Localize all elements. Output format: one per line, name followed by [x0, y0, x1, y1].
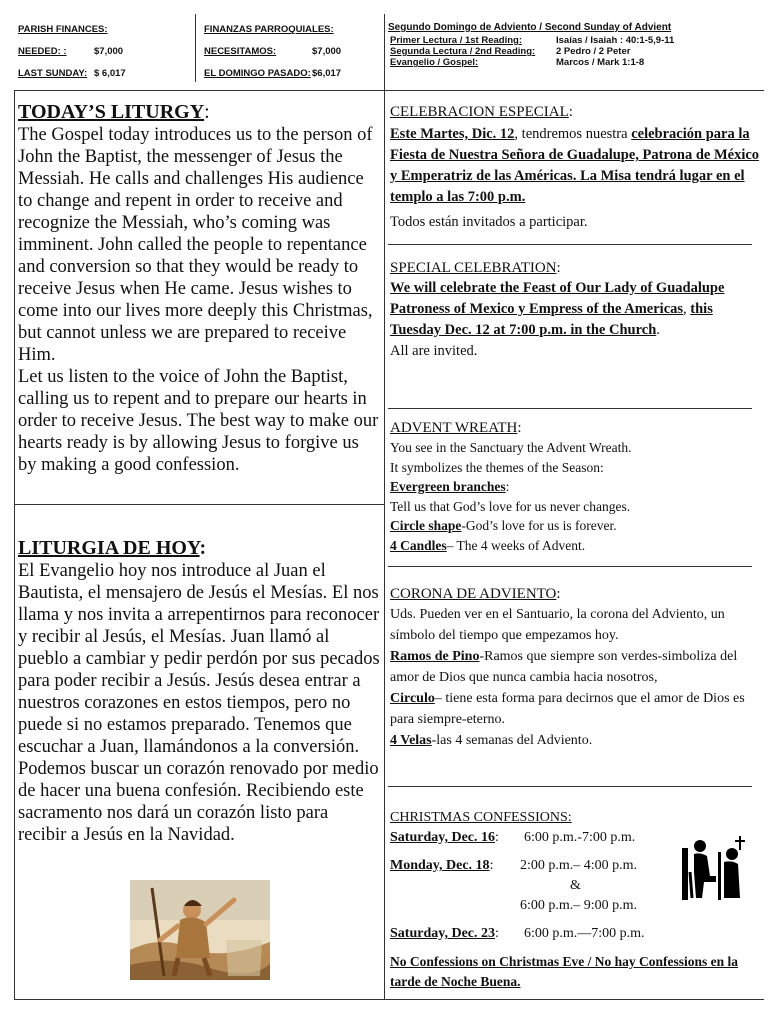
readings-title: Segundo Domingo de Adviento / Second Sunday of Advient: [388, 22, 672, 33]
todays-liturgy-p2: Let us listen to the voice of John the Baptist, calling us to repent and to prepare our hearts in order to receive Jesus. The best way to make our hearts ready is by allowing Jesus to forgive us by making a good confession.: [18, 367, 379, 475]
advent-wreath-l3: Tell us that God’s love for us never changes.: [390, 498, 631, 514]
circulo-text: – tiene esta forma para decirnos que el amor de Dios es para siempre-eterno.: [390, 691, 745, 727]
right-divider-3: [388, 566, 752, 567]
special-body-1: We will celebrate the Feast of Our Lady of Guadalupe Patroness of Mexico y Empress of the Americas: [390, 280, 725, 317]
confession-date-1: Saturday, Dec. 16: [390, 830, 495, 845]
confession-date-2-colon: :: [489, 858, 494, 873]
candles-label: 4 Candles: [390, 537, 447, 553]
reading-2-value: 2 Pedro / 2 Peter: [556, 46, 631, 57]
right-divider-4: [388, 786, 752, 787]
todays-liturgy-section: [18, 100, 380, 476]
confession-icon: [680, 832, 750, 902]
advent-wreath-title: ADVENT WREATH: [390, 420, 518, 436]
circle-text: -God’s love for us is forever.: [461, 518, 617, 533]
liturgia-colon: :: [199, 537, 207, 559]
celebracion-especial-section: [390, 102, 762, 233]
liturgia-de-hoy-section: [18, 536, 380, 846]
confession-date-1-colon: :: [495, 830, 499, 845]
special-invite: All are invited.: [390, 343, 478, 359]
confession-date-2: Monday, Dec. 18: [390, 858, 490, 873]
evergreen-label: Evergreen branches: [390, 479, 506, 494]
parish-finances-box: [14, 14, 382, 82]
confession-time-1: 6:00 p.m.-7:00 p.m.: [524, 830, 636, 845]
last-sunday-value: $ 6,017: [94, 68, 126, 79]
circle-label: Circle shape: [390, 518, 462, 533]
todays-liturgy-title: TODAY’S LITURGY: [18, 101, 205, 123]
advent-wreath-section: [390, 418, 762, 555]
confession-time-3: 6:00 p.m.—7:00 p.m.: [524, 926, 645, 941]
corona-l1: Uds. Pueden ver en el Santuario, la corona del Adviento, un símbolo del tiempo que empezamos hoy.: [390, 607, 725, 643]
special-title: SPECIAL CELEBRATION: [390, 260, 557, 276]
necesitamos-value: $7,000: [312, 46, 342, 57]
corona-title: CORONA DE ADVIENTO: [390, 586, 557, 602]
special-colon: :: [556, 260, 561, 276]
todays-liturgy-p1: The Gospel today introduces us to the person of John the Baptist, the messenger of Jesus the Messiah. He calls and challenges His audience to change and repent in order to receive and recognize the Messiah, who’s coming was imminent. John called the people to repentance and conversion so that they would be ready to receive Jesus when He came. Jesus wishes to come into our lives more deeply this Christmas, but cannot unless we are prepared to receive Him.: [18, 125, 373, 365]
john-baptist-image: [130, 880, 270, 980]
frame-left-vertical: [14, 90, 15, 1000]
needed-label: NEEDED: :: [18, 46, 67, 57]
left-section-divider: [14, 504, 384, 505]
confession-date-3: Saturday, Dec. 23: [390, 926, 495, 941]
celebracion-invite: Todos están invitados a participar.: [390, 214, 588, 230]
reading-2-label: Segunda Lectura / 2nd Reading:: [390, 46, 536, 57]
finances-title-en: PARISH FINANCES:: [18, 24, 108, 35]
frame-bottom: [14, 999, 764, 1000]
liturgia-title: LITURGIA DE HOY: [18, 537, 200, 559]
celebracion-detail: celebración para la Fiesta de Nuestra Señora de Guadalupe, Patrona de México y Emperatriz de las Américas. La Misa tendrá lugar en el templo a las 7:00 p.m.: [390, 126, 760, 205]
candles-text: – The 4 weeks of Advent.: [446, 537, 586, 553]
corona-colon: :: [556, 586, 561, 602]
celebracion-date: Este Martes, Dic. 12: [390, 126, 515, 142]
frame-center-vertical: [384, 14, 385, 1000]
needed-value: $7,000: [94, 46, 124, 57]
confession-ampersand: &: [570, 878, 581, 893]
velas-label: 4 Velas: [390, 733, 432, 748]
liturgia-p1: El Evangelio hoy nos introduce al Juan el Bautista, el mensajero de Jesús el Mesías. El nos llama y nos invita a arrepentirnos para reconocer y recibir al Jesús, el Mesías. Juan llamó al pueblo a cambiar y pedir perdón por sus pecados para poder recibir a Jesús. Jesús desea entrar a nuestros corazones en estos tiempos, pero no puede si no estamos preparado. Tenemos que escuchar a Juan, llamándonos a la conversión. Podemos buscar un corazón renovado por medio de hacer una buena confesión. Recibiendo este sacramento nos dará un corazón listo para recibir a Jesús en la Navidad.: [18, 561, 380, 845]
last-sunday-label: LAST SUNDAY:: [18, 68, 88, 79]
confession-time-2b: 6:00 p.m.– 9:00 p.m.: [520, 898, 638, 913]
corona-de-adviento-section: [390, 584, 762, 751]
celebracion-title: CELEBRACION ESPECIAL: [390, 104, 569, 120]
advent-wreath-l1: You see in the Sanctuary the Advent Wreath.: [390, 440, 632, 455]
special-celebration-section: [390, 258, 762, 362]
ramos-label: Ramos de Pino: [390, 649, 480, 664]
circulo-label: Circulo: [390, 691, 435, 706]
reading-1-label: Primer Lectura / 1st Reading:: [390, 35, 522, 46]
special-comma: ,: [683, 301, 691, 317]
confession-note: No Confessions on Christmas Eve / No hay Confessions en la tarde de Noche Buena.: [390, 954, 739, 989]
finances-title-es: FINANZAS PARROQUIALES:: [204, 24, 334, 35]
velas-text: -las 4 semanas del Adviento.: [431, 733, 593, 748]
advent-wreath-l2: It symbolizes the themes of the Season:: [390, 459, 604, 475]
confession-time-2a: 2:00 p.m.– 4:00 p.m.: [520, 858, 638, 873]
evergreen-colon: :: [505, 479, 510, 494]
reading-3-value: Marcos / Mark 1:1-8: [556, 57, 645, 68]
special-period: .: [656, 322, 660, 338]
necesitamos-label: NECESITAMOS:: [204, 46, 277, 57]
right-divider-1: [388, 244, 752, 245]
reading-1-value: Isaías / Isaiah : 40:1-5,9-11: [556, 35, 675, 46]
domingo-pasado-value: $6,017: [312, 68, 342, 79]
confession-date-3-colon: :: [495, 926, 499, 941]
readings-box: [388, 22, 763, 68]
reading-3-label: Evangelio / Gospel:: [390, 57, 479, 68]
domingo-pasado-label: EL DOMINGO PASADO:: [204, 68, 311, 79]
special-body-2: this Tuesday Dec. 12 at 7:00 p.m. in the Church: [390, 301, 713, 338]
ramos-text: -Ramos que siempre son verdes-simboliza del amor de Dios que nunca cambia hacia nosotros,: [390, 649, 738, 685]
header-divider: [14, 90, 764, 91]
todays-liturgy-colon: :: [204, 101, 210, 123]
confessions-title: CHRISTMAS CONFESSIONS:: [390, 810, 572, 825]
advent-wreath-colon: :: [517, 420, 522, 436]
right-divider-2: [388, 408, 752, 409]
celebracion-colon: :: [568, 104, 573, 120]
celebracion-mid: , tendremos nuestra: [514, 126, 632, 142]
